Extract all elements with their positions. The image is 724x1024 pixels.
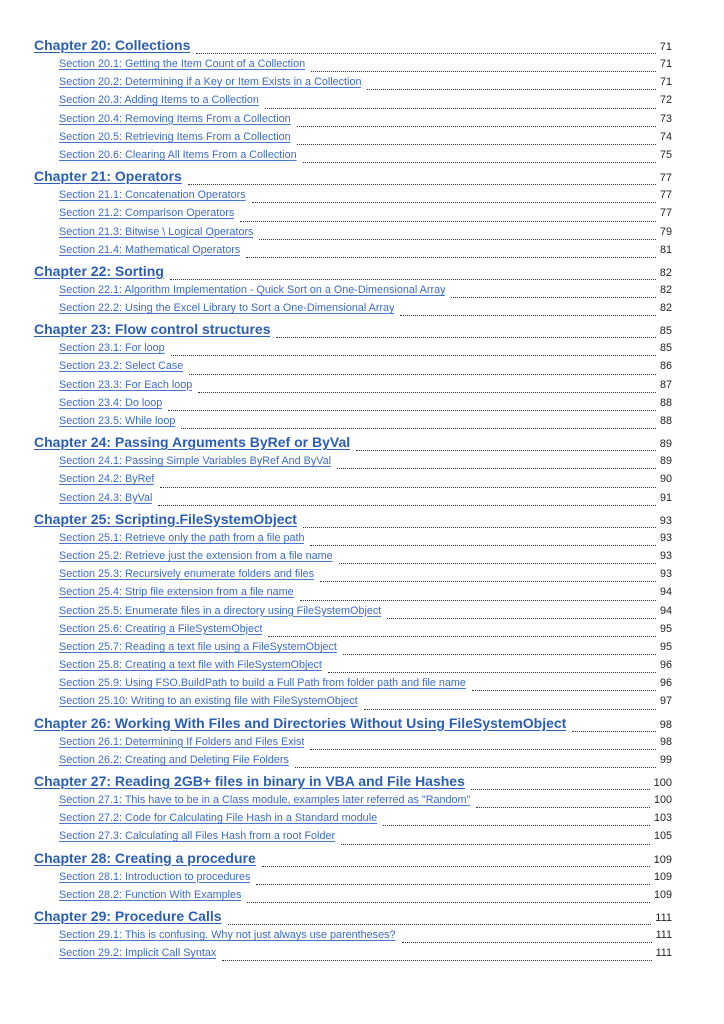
chapter-title-link[interactable]: Chapter 29: Procedure Calls (34, 907, 222, 924)
dot-leader (572, 731, 655, 732)
toc-section-entry[interactable] (0, 871, 724, 889)
section-title-link[interactable]: Section 20.1: Getting the Item Count of a Collection (59, 58, 306, 70)
toc-chapter-entry[interactable] (0, 168, 724, 189)
chapter-title-link[interactable]: Chapter 21: Operators (34, 168, 182, 185)
page-number: 85 (659, 342, 672, 355)
chapter-title-link[interactable]: Chapter 28: Creating a procedure (34, 849, 256, 866)
section-title-link[interactable]: Section 21.3: Bitwise \ Logical Operators (59, 225, 254, 238)
dot-leader (303, 527, 656, 528)
dot-leader (387, 618, 656, 619)
toc-chapter-entry[interactable] (0, 908, 724, 929)
dot-leader (168, 410, 656, 411)
page-number: 85 (659, 325, 672, 338)
toc-section-entry[interactable] (0, 889, 724, 907)
dot-leader (471, 789, 650, 790)
dot-leader (367, 89, 656, 90)
toc-section-entry[interactable] (0, 397, 724, 415)
page-number: 82 (659, 283, 672, 296)
dot-leader (383, 825, 650, 826)
toc-section-entry[interactable] (0, 379, 724, 397)
section-title-link[interactable]: Section 21.1: Concatenation Operators (59, 189, 246, 202)
page-number: 89 (659, 438, 672, 451)
toc-section-entry[interactable] (0, 189, 724, 207)
page-number: 93 (659, 568, 672, 581)
section-title-link[interactable]: Section 25.3: Recursively enumerate folders and files (59, 568, 315, 581)
toc-chapter-entry[interactable] (0, 434, 724, 455)
dot-leader (300, 600, 656, 601)
toc-section-entry[interactable] (0, 113, 724, 131)
section-title-link[interactable]: Section 22.1: Algorithm Implementation - Quick Sort on a One-Dimensional Array (59, 283, 446, 296)
section-title-link[interactable]: Section 22.2: Using the Excel Library to Sort a One-Dimensional Array (59, 302, 395, 315)
chapter-title-link[interactable]: Chapter 22: Sorting (34, 262, 164, 279)
section-title-link[interactable]: Section 23.3: For Each loop (59, 378, 193, 391)
page-number: 73 (659, 112, 672, 125)
section-title-link[interactable]: Section 25.5: Enumerate files in a directory using FileSystemObject (59, 604, 382, 617)
dot-leader (198, 392, 656, 393)
page-number: 109 (653, 853, 672, 866)
toc-section-entry[interactable] (0, 794, 724, 812)
page-number: 71 (659, 41, 672, 53)
section-title-link[interactable]: Section 23.5: While loop (59, 415, 176, 427)
toc-chapter-entry[interactable] (0, 715, 724, 736)
section-title-link[interactable]: Section 25.10: Writing to an existing file with FileSystemObject (59, 695, 358, 708)
section-title-link[interactable]: Section 28.2: Function With Examples (59, 888, 242, 901)
dot-leader (181, 428, 656, 429)
page-number: 82 (659, 266, 672, 279)
page-number: 93 (659, 531, 672, 544)
dot-leader (297, 144, 656, 145)
page-number: 86 (659, 360, 672, 373)
dot-leader (297, 126, 656, 127)
chapter-title-link[interactable]: Chapter 24: Passing Arguments ByRef or ByVal (34, 434, 351, 451)
dot-leader (303, 162, 656, 163)
dot-leader (320, 581, 656, 582)
page-number: 72 (659, 94, 672, 107)
dot-leader (310, 545, 656, 546)
section-title-link[interactable]: Section 25.7: Reading a text file using a FileSystemObject (59, 640, 337, 653)
toc-section-entry[interactable] (0, 342, 724, 360)
section-title-link[interactable]: Section 21.4: Mathematical Operators (59, 243, 241, 256)
section-title-link[interactable]: Section 25.4: Strip file extension from a file name (59, 586, 294, 599)
dot-leader (476, 807, 650, 808)
toc-section-entry[interactable] (0, 532, 724, 550)
dot-leader (268, 636, 656, 637)
toc-section-entry[interactable] (0, 492, 724, 510)
dot-leader (170, 279, 656, 280)
toc-chapter-entry[interactable] (0, 263, 724, 284)
section-title-link[interactable]: Section 25.6: Creating a FileSystemObject (59, 622, 263, 635)
page-number: 74 (659, 130, 672, 143)
dot-leader (259, 239, 656, 240)
section-title-link[interactable]: Section 25.8: Creating a text file with FileSystemObject (59, 659, 322, 672)
page-number: 95 (659, 640, 672, 653)
toc-section-entry[interactable] (0, 947, 724, 965)
toc-section-entry[interactable] (0, 830, 724, 848)
toc-section-entry[interactable] (0, 605, 724, 623)
dot-leader (339, 563, 656, 564)
dot-leader (222, 960, 651, 961)
dot-leader (328, 672, 656, 673)
toc-chapter-entry[interactable] (0, 773, 724, 794)
dot-leader (341, 844, 650, 845)
page-number: 77 (659, 172, 672, 185)
toc-section-entry[interactable] (0, 754, 724, 772)
toc-section-entry[interactable] (0, 284, 724, 302)
chapter-title-link[interactable]: Chapter 25: Scripting.FileSystemObject (34, 510, 297, 527)
section-title-link[interactable]: Section 20.4: Removing Items From a Collection (59, 112, 291, 125)
section-title-link[interactable]: Section 20.3: Adding Items to a Collection (59, 94, 259, 107)
page-number: 94 (659, 604, 672, 617)
toc-chapter-entry[interactable] (0, 850, 724, 871)
dot-leader (402, 942, 652, 943)
dot-leader (160, 487, 656, 488)
dot-leader (310, 749, 656, 750)
chapter-title-link[interactable]: Chapter 20: Collections (34, 37, 191, 53)
dot-leader (295, 767, 656, 768)
dot-leader (158, 505, 656, 506)
page-number: 91 (659, 491, 672, 504)
dot-leader (451, 297, 656, 298)
section-title-link[interactable]: Section 28.1: Introduction to procedures (59, 870, 251, 883)
page-number: 79 (659, 225, 672, 238)
toc-section-entry[interactable] (0, 244, 724, 262)
page-number: 99 (659, 753, 672, 766)
page-number: 93 (659, 514, 672, 527)
dot-leader (311, 71, 656, 72)
section-title-link[interactable]: Section 20.6: Clearing All Items From a Collection (59, 148, 297, 161)
page-number: 96 (659, 659, 672, 672)
dot-leader (343, 654, 656, 655)
toc-section-entry[interactable] (0, 207, 724, 225)
page-number: 111 (655, 911, 672, 924)
dot-leader (356, 450, 656, 451)
toc-section-entry[interactable] (0, 455, 724, 473)
section-title-link[interactable]: Section 29.2: Implicit Call Syntax (59, 947, 217, 960)
toc-section-entry[interactable] (0, 94, 724, 112)
dot-leader (247, 902, 650, 903)
page-number: 75 (659, 148, 672, 161)
section-title-link[interactable]: Section 23.4: Do loop (59, 396, 163, 409)
section-title-link[interactable]: Section 26.2: Creating and Deleting File Folders (59, 753, 289, 766)
dot-leader (252, 202, 656, 203)
page-number: 100 (653, 794, 672, 806)
toc-section-entry[interactable] (0, 360, 724, 378)
toc-section-entry[interactable] (0, 149, 724, 167)
page-number: 93 (659, 549, 672, 562)
section-title-link[interactable]: Section 24.3: ByVal (59, 491, 153, 504)
page-number: 88 (659, 415, 672, 427)
page-number: 90 (659, 473, 672, 486)
dot-leader (228, 924, 652, 925)
dot-leader (262, 866, 650, 867)
toc-section-entry[interactable] (0, 226, 724, 244)
page-number: 77 (659, 207, 672, 220)
toc-section-entry[interactable] (0, 415, 724, 433)
page-number: 100 (653, 777, 672, 789)
section-title-link[interactable]: Section 27.1: This have to be in a Class module, examples later referred as "Random" (59, 794, 471, 806)
section-title-link[interactable]: Section 21.2: Comparison Operators (59, 207, 235, 220)
toc-section-entry[interactable] (0, 58, 724, 76)
section-title-link[interactable]: Section 25.2: Retrieve just the extension from a file name (59, 549, 333, 562)
section-title-link[interactable]: Section 26.1: Determining If Folders and Files Exist (59, 735, 305, 748)
page-number: 97 (659, 695, 672, 708)
toc-section-entry[interactable] (0, 131, 724, 149)
page-number: 98 (659, 718, 672, 731)
toc-section-entry[interactable] (0, 641, 724, 659)
section-title-link[interactable]: Section 24.1: Passing Simple Variables ByRef And ByVal (59, 455, 332, 468)
toc-section-entry[interactable] (0, 302, 724, 320)
page-number: 81 (659, 243, 672, 256)
section-title-link[interactable]: Section 23.1: For loop (59, 342, 165, 355)
dot-leader (472, 690, 656, 691)
page-number: 77 (659, 189, 672, 202)
dot-leader (400, 315, 656, 316)
toc-section-entry[interactable] (0, 812, 724, 830)
dot-leader (188, 184, 656, 185)
toc-section-entry[interactable] (0, 473, 724, 491)
page-number: 95 (659, 622, 672, 635)
section-title-link[interactable]: Section 24.2: ByRef (59, 473, 155, 486)
dot-leader (276, 337, 655, 338)
chapter-title-link[interactable]: Chapter 23: Flow control structures (34, 321, 271, 338)
toc-chapter-entry[interactable] (0, 511, 724, 532)
page-number: 82 (659, 302, 672, 315)
dot-leader (337, 468, 656, 469)
page-number: 111 (655, 928, 672, 941)
toc-section-entry[interactable] (0, 677, 724, 695)
toc-section-entry[interactable] (0, 929, 724, 947)
page-number: 103 (653, 812, 672, 825)
toc-section-entry[interactable] (0, 568, 724, 586)
section-title-link[interactable]: Section 23.2: Select Case (59, 360, 184, 373)
section-title-link[interactable]: Section 20.2: Determining if a Key or Item Exists in a Collection (59, 76, 362, 89)
toc-section-entry[interactable] (0, 586, 724, 604)
page-number: 109 (653, 870, 672, 883)
page-number: 111 (655, 947, 672, 960)
table-of-contents (0, 36, 724, 965)
toc-chapter-entry[interactable] (0, 37, 724, 58)
page-number: 89 (659, 455, 672, 468)
dot-leader (256, 884, 650, 885)
dot-leader (189, 374, 656, 375)
page-number: 96 (659, 677, 672, 690)
toc-section-entry[interactable] (0, 623, 724, 641)
dot-leader (171, 355, 656, 356)
toc-section-entry[interactable] (0, 76, 724, 94)
section-title-link[interactable]: Section 29.1: This is confusing. Why not just always use parentheses? (59, 928, 396, 941)
page-number: 87 (659, 378, 672, 391)
toc-section-entry[interactable] (0, 550, 724, 568)
section-title-link[interactable]: Section 25.9: Using FSO.BuildPath to build a Full Path from folder path and file name (59, 677, 466, 690)
page-number: 109 (653, 888, 672, 901)
dot-leader (265, 108, 656, 109)
dot-leader (196, 53, 655, 54)
page-number: 88 (659, 396, 672, 409)
page-number: 105 (653, 830, 672, 843)
page-number: 71 (659, 76, 672, 89)
section-title-link[interactable]: Section 27.2: Code for Calculating File Hash in a Standard module (59, 812, 378, 825)
toc-section-entry[interactable] (0, 659, 724, 677)
toc-chapter-entry[interactable] (0, 321, 724, 342)
toc-section-entry[interactable] (0, 736, 724, 754)
toc-section-entry[interactable] (0, 695, 724, 713)
chapter-title-link[interactable]: Chapter 26: Working With Files and Directories Without Using FileSystemObject (34, 714, 567, 731)
section-title-link[interactable]: Section 20.5: Retrieving Items From a Collection (59, 130, 291, 143)
dot-leader (364, 709, 656, 710)
dot-leader (240, 221, 656, 222)
chapter-title-link[interactable]: Chapter 27: Reading 2GB+ files in binary in VBA and File Hashes (34, 773, 465, 789)
page-number: 71 (659, 58, 672, 70)
dot-leader (246, 257, 656, 258)
page-number: 98 (659, 735, 672, 748)
section-title-link[interactable]: Section 27.3: Calculating all Files Hash from a root Folder (59, 830, 336, 843)
page-number: 94 (659, 586, 672, 599)
section-title-link[interactable]: Section 25.1: Retrieve only the path from a file path (59, 531, 305, 544)
